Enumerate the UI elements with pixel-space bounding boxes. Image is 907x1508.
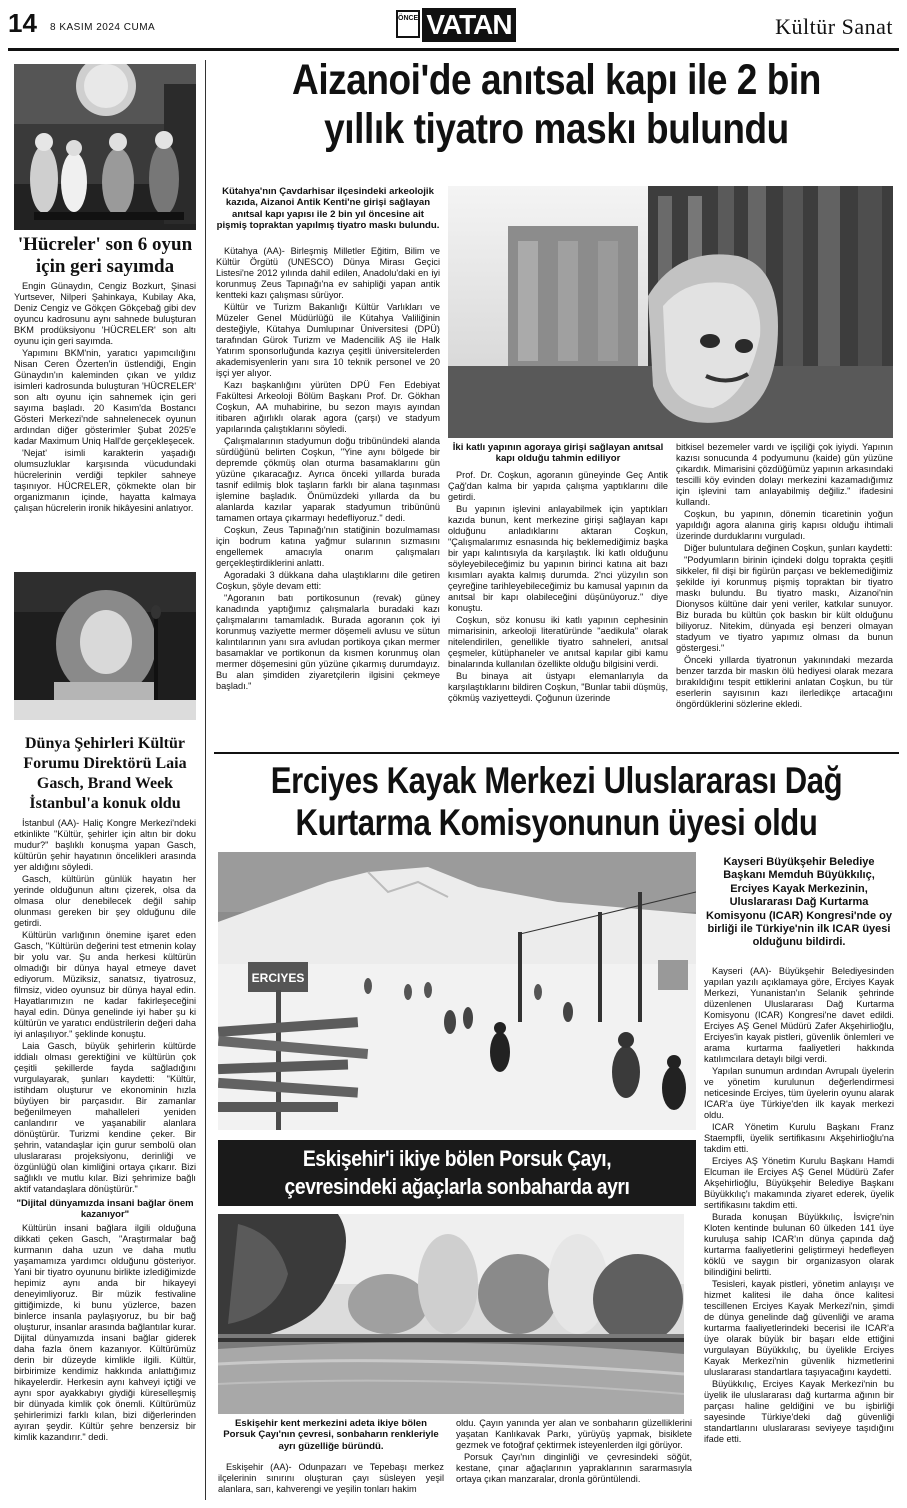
gasch-paragraph: İstanbul (AA)- Haliç Kongre Merkezi'ndeki etkinlikte "Kültür, şehirler için altın bir doku mudur?" başlıklı konuşma yapan Gasch, kültürün şehir hayatının öncelikleri arasında yer aldığını söyledi. [14, 818, 196, 872]
logo-badge: ÖNCE [396, 10, 420, 38]
erciyes-body [704, 966, 894, 1501]
gasch-subhead: "Dijital dünyamızda insani bağlar önem kazanıyor" [16, 1198, 194, 1220]
porsuk-headline-box [218, 1140, 696, 1206]
erciyes-deck: Kayseri Büyükşehir Belediye Başkanı Memduh Büyükkılıç, Erciyes Kayak Merkezinin, Uluslararası Dağ Kurtarma Komisyonu (ICAR) Kongresi'nde oy birliği ile Türkiye'nin ilk ICAR üyesi olduğunu bildirdi. [706, 856, 892, 949]
erciyes-paragraph: Kayseri (AA)- Büyükşehir Belediyesinden yapılan yazılı açıklamaya göre, Erciyes Kayak Merkezi, Yunanistan'ın Selanik şehrinde düzenlenen Uluslararası Dağ Kurtarma Komisyonu (ICAR) Kongresi'ne davet edildi. Erciyes AŞ Genel Müdürü Zafer Akşehirlioğlu, Erciyes'in kayak pistleri, güvenlik önlemleri ve arama kurtarma faaliyetleri hakkında katılımcılara detaylı bilgi verdi. [704, 966, 894, 1064]
porsuk-river-photo [218, 1214, 684, 1414]
lead-paragraph: Kütahya (AA)- Birleşmiş Milletler Eğitim, Bilim ve Kültür Örgütü (UNESCO) Dünya Mirası Geçici Listesi'ne 2012 yılında dahil edilen, Anadolu'daki en iyi korunmuş Zeus Tapınağı'na ev sahipliği yapan antik kentteki kazı çalışması sürüyor. [216, 246, 440, 300]
lead-deck: Kütahya'nın Çavdarhisar ilçesindeki arkeolojik kazıda, Aizanoi Antik Kenti'ne girişi sağlayan anıtsal kapı yapısı ile 2 bin yıl öncesine ait pişmiş topraktan yapılmış tiyatro maskı bulundu. [216, 186, 440, 232]
lead-paragraph: Coşkun, bu yapının, dönemin ticaretinin yoğun yapıldığı agora alanına giriş kapısı olduğu ihtimali üzerinde durduklarını vurguladı. [676, 509, 893, 541]
erciyes-ski-photo [218, 852, 696, 1130]
lead-paragraph: Bu yapının işlevini anlayabilmek için yaptıkları kazıda bunun, kent merkezine girişi sağlayan kapı olduğunu anladıklarını aktaran Coşkun, "Çalışmalarımız esnasında hiç beklemediğimiz başka bir yapı kalıntısıyla da karşılaştık. İki katlı olduğunu söyleyebileceğimiz bu yapının birinci katına ait bazı kısımları ayakta kalmış durumda. 2'nci yüzyılın son çeyreğine tarihleyebileceğimiz bu kamusal yapının da anıtsal bir kapı olabileceğini düşünüyoruz." diye konuştu. [448, 504, 668, 613]
porsuk-column-1 [218, 1462, 444, 1502]
lead-paragraph: Bu binaya ait üstyapı elemanlarıyla da karşılaştıklarını bildiren Coşkun, "Bunlar tabii düşmüş, çökmüş vaziyetteydi. Çoğunun üzerinde [448, 671, 668, 703]
erciyes-paragraph: Büyükkılıç, Erciyes Kayak Merkezi'nin bu üyelik ile uluslararası dağ kurtarma ağının bir parçası haline geldiğini ve bu işbirliği sayesinde Türkiye'deki dağ güvenliği standartlarını uluslararası seviyeye taşıdığını ifade etti. [704, 1379, 894, 1444]
erciyes-paragraph: Yapılan sunumun ardından Avrupalı üyelerin ve yönetim kurulunun değerlendirmesi neticesinde Erciyes, tüm üyelerin oyunu alarak ICAR'a üye Türkiye'den ilk kayak merkezi oldu. [704, 1066, 894, 1120]
lead-paragraph: "Agoranın batı portikosunun (revak) güney kanadında yaptığımız çalışmalarla buradaki kazı çalışmalarını tamamladık. Burada agoranın çok iyi korunmuş vaziyette mermer döşemeli avlusu ve sütun kalıntılarının yanı sıra avludan portikoya çıkan mermer basamaklar ve portikonun da kısmen korunmuş olan mermer döşemesini gün yüzüne çıkarmış durumdayız. Bu alan şimdiden ziyaretçilerin ilgisini çekmeye başladı." [216, 593, 440, 691]
lead-paragraph: Diğer buluntulara değinen Coşkun, şunları kaydetti: [684, 543, 893, 553]
theatre-stage-photo [14, 64, 196, 230]
lead-paragraph: Önceki yıllarda tiyatronun yakınındaki mezarda benzer tarzda bir maskın ölü hediyesi olarak mezara bırakıldığını tespit ettiklerini anlatan Coşkun, bu tür eserlerin sayısının kazı ilerledikçe artacağını öngördüklerini sözlerine ekledi. [676, 655, 893, 709]
porsuk-photo-caption: Eskişehir kent merkezini adeta ikiye bölen Porsuk Çayı'nın çevresi, sonbaharın renkleriyle ayrı güzelliğe büründü. [223, 1418, 439, 1452]
lead-paragraph: Kültür ve Turizm Bakanlığı Kültür Varlıkları ve Müzeler Genel Müdürlüğü ile Kütahya Valiliğinin desteğiyle, Kütahya Dumlupınar Üniversitesi (DPÜ) tarafından Gürok Turizm ve Madencilik AŞ ile Halk Yatırım sponsorluğunda kazıya çeşitli üniversitelerden akademisyenlerin yanı sıra 10 teknik personel ve 20 işçi yer alıyor. [216, 302, 440, 378]
column-divider [205, 60, 206, 1500]
gasch-paragraph: Gasch, kültürün günlük hayatın her yerinde olduğunun altını çizerek, olsa da olmasa olur denebilecek değil sahip olunması gereken bir şey olduğunu dile getirdi. [14, 874, 196, 928]
erciyes-headline: Erciyes Kayak Merkezi Uluslararası Dağ Kurtarma Komisyonunun üyesi oldu [270, 760, 843, 843]
laia-gasch-photo [14, 572, 196, 720]
hucreler-paragraph: Engin Günaydın, Cengiz Bozkurt, Şinasi Yurtsever, Nilperi Şahinkaya, Kubilay Aka, Deniz Cengiz ve Gökçen Gökçebağ gibi dev oyuncu kadrosunu aynı sahnede buluşturan BKM prodüksiyonu 'HÜCRELER' son altı oyunu için geri sayımda. [14, 281, 196, 346]
lead-column-2 [448, 470, 668, 746]
newspaper-logo [396, 6, 520, 48]
lead-paragraph: bitkisel bezemeler vardı ve işçiliği çok iyiydi. Yapının kazısı sonucunda 4 podyumunu (kaide) gün yüzüne çıkardık. Mimarisini çözdüğümüz yapının arkasındaki tescilli köy evinden dolayı merkezini kazamadığımız için işlevini tam anlayabilmiş değiliz." ifadesini kullandı. [676, 442, 893, 507]
aizanoi-mask-photo [448, 186, 893, 438]
page-number: 14 [8, 8, 37, 38]
gasch-paragraph: Kültürün varlığının önemine işaret eden Gasch, "Kültürün değerini test etmenin kolay bir yolu var. Şu anda herkesi kültürün olmadığı bir dünya hayal etmeye davet ediyorum. Müziksiz, sanatsız, tiyatrosuz, filmsiz, video oyunsuz bir dünya hayal edin. Hayatlarımızın ne kadar fakirleşeceğini hayal edin. Dünya genelinde iyi haber şu ki kültürün ve yaratıcı endüstrilerin değeri daha iyi anlaşılıyor." şeklinde konuştu. [14, 930, 196, 1039]
lead-paragraph: Çalışmalarının stadyumun doğu tribünündeki alanda sürdüğünü belirten Coşkun, "Yine aynı bölgede bir depremde çökmüş olan oturma basamaklarını gün yüzüne çıkaracağız. Ayrıca önceki yıllarda burada tasnif edilmiş blok taşların farklı bir alana taşınması işlemine başladık. Önümüzdeki yıllarda da bu alanlarda kazılar yaparak stadyumun tribününü tamamen ortaya çıkarmayı hedefliyoruz." dedi. [216, 436, 440, 523]
porsuk-paragraph: oldu. Çayın yanında yer alan ve sonbaharın güzelliklerini yaşatan Kanlıkavak Parkı, yürüyüş yapmak, bisiklete gezmek ve fotoğraf çektirmek isteyenlerden ilgi görüyor. [456, 1418, 692, 1450]
porsuk-paragraph: Eskişehir (AA)- Odunpazarı ve Tepebaşı merkez ilçelerinin sınırını oluşturan çayı süsleyen yeşil alanlara, sarı, kahverengi ve yeşilin tonları hakim [218, 1462, 444, 1494]
section-name: Kültür Sanat [775, 14, 893, 39]
gasch-paragraph: Laia Gasch, büyük şehirlerin kültürde iddialı olması gerektiğini ve kültürün çok çeşitli şekillerde fayda sağladığını vurgulayarak, şunları kaydetti: "Kültür, istihdam oluşturur ve ekonominin hızla büyüyen bir parçasıdır. Bir zamanlar beğenilmeyen mahalleleri yeniden canlandırır ve yaşanabilir alanlara dönüştürür. Turizmi kendine çeker. Bir şehrin, vatandaşlar için gurur sembolü olan uluslararası projeksiyonu, derinliği ve özgünlüğü olan kimliğini ortaya çıkarır. Bizi sağlıklı ve mutlu kılar. Bizi şehrimize bağlı aktif vatandaşlara dönüştürür." [14, 1041, 196, 1194]
hucreler-headline: 'Hücreler' son 6 oyun için geri sayımda [17, 234, 193, 277]
masthead-rule [8, 48, 899, 51]
ski-sign-text: ERCIYES [251, 971, 305, 985]
erciyes-paragraph: Erciyes AŞ Yönetim Kurulu Başkanı Hamdi Elcuman ile Erciyes AŞ Genel Müdürü Zafer Akşehirlioğlu, Büyükşehir Belediye Başkanı Büyükkılıç'ı makamında ziyaret ederek, üyelik sertifikasını takdim etti. [704, 1156, 894, 1210]
erciyes-paragraph: ICAR Yönetim Kurulu Başkanı Franz Staempfli, üyelik sertifikasını Akşehirlioğlu'na takdim etti. [704, 1122, 894, 1154]
lead-headline: Aizanoi'de anıtsal kapı ile 2 bin yıllık tiyatro maskı bulundu [292, 56, 821, 153]
lead-paragraph: Prof. Dr. Coşkun, agoranın güneyinde Geç Antik Çağ'dan kalma bir yapıda çalışma yaptıklarını dile getirdi. [448, 470, 668, 502]
lead-column-3 [676, 442, 893, 746]
aizanoi-photo-caption: İki katlı yapının agoraya girişi sağlayan anıtsal kapı olduğu tahmin ediliyor [452, 442, 664, 465]
lead-column-1 [216, 246, 440, 746]
porsuk-column-2 [456, 1418, 692, 1502]
issue-date: 8 KASIM 2024 CUMA [50, 22, 156, 33]
hucreler-paragraph: 'Nejat' isimli karakterin yaşadığı olumsuzluklar karşısında vücudundaki hücrelerinin verdiği tepkiler sahneye taşınıyor. HÜCRELER, çökmekte olan bir organizmanın içinde, hayatta kalmaya çalışan hücrelerin ironik hikâyesini anlatıyor. [14, 448, 196, 513]
lead-paragraph: Coşkun, Zeus Tapınağı'nın statiğinin bozulmaması için bodrum katına yağmur sularının sızmasını engellemek amacıyla onarım çalışmaları gerçekleştirdiklerini anlattı. [216, 525, 440, 568]
lead-paragraph: "Podyumların birinin içindeki dolgu toprakta çeşitli sikkeler, fil dişi bir figürün parçası ve beklemediğimiz şekilde iyi korunmuş pişmiş topraktan bir tiyatro maskı bulundu. Bu tiyatro maskı, Aizanoi'nin Dionysos kültüne dair yeni veriler, katkılar sunuyor. Biz burada bu kültün çok baskın bir kült olduğunu biliyoruz. Nitekim, dünyada eşi benzeri olmayan stadyum ve tiyatro yapımız olması da bunun göstergesi." [676, 555, 893, 653]
gasch-paragraph: Kültürün insani bağlara ilgili olduğuna dikkati çeken Gasch, "Araştırmalar bağ kurmanın daha uzun ve daha mutlu yaşamamıza yardımcı olduğunu gösteriyor. Yani bir tiyatro oyununu birlikte izlediğimizde hepimiz aynı anda bir hikayeyi deneyimliyoruz. Bir müzik festivaline gittiğimizde, ki bunu yüzlerce, bazen binlerce insanla paylaşıyoruz, bu bir bağ oluşturur, insanlar arasında bağlantılar kurar. Dijital dünyamızda insani bağlar giderek daha fazla önem kazanıyor. Kültürümüz derin bir düzeyde kimlikle ilgili. Kültür, birbirimize kendimiz hakkında anlattığımız hikayelerdir. Herkesin aynı kahveyi içtiği ve aynı spor ayakkabıyı giydiği küreselleşmiş bir dünyada kimlik çok önemli. Kültürümüz şehirlerimizi farklı kılan, bizi diğerlerinden ayıran şeydir. Kültür şehre benzersiz bir kimlik kazandırır." dedi. [14, 1223, 196, 1442]
hucreler-body [14, 281, 196, 556]
gasch-body [14, 818, 196, 1498]
porsuk-paragraph: Porsuk Çayı'nın dinginliği ve çevresindeki söğüt, kestane, çınar ağaçlarının yapraklarının sararmasıyla ortaya çıkan manzaralar, dronla görüntülendi. [456, 1452, 692, 1484]
lead-paragraph: Agoradaki 3 dükkana daha ulaştıklarını dile getiren Coşkun, şöyle devam etti: [216, 570, 440, 591]
porsuk-headline: Eskişehir'i ikiye bölen Porsuk Çayı, çevresindeki ağaçlarla sonbaharda ayrı [284, 1146, 630, 1199]
hucreler-paragraph: Yapımını BKM'nin, yaratıcı yapımcılığını Nisan Ceren Özerten'in üstlendiği, Engin Günaydın'ın kaleminden çıkan ve yıldız isimleri kadrosunda buluşturan 'HÜCRELER' son altı oyunu için sahnemek için geri sayıma başladı. 20 Kasım'da Bostancı Gösteri Merkezi'nde sahnelenecek oyunun ardından diğer gösterimler Şubat 2025'e kadar Maximum Uniq Hall'de gerçekleşecek. [14, 348, 196, 446]
lead-paragraph: Coşkun, söz konusu iki katlı yapının cephesinin mimarisinin, arkeoloji literatüründe "aedikula" olarak nitelendirilen, genellikle tiyatro sahneleri, anıtsal çeşmeler, kütüphaneler ve anıtsal kapılar gibi kamu binalarında kullanılan özellikte olduğu bilgisini verdi. [448, 615, 668, 669]
erciyes-paragraph: Burada konuşan Büyükkılıç, İsviçre'nin Kloten kentinde bulunan 60 ülkeden 141 üye kuruluşa sahip ICAR'ın dünya çapında dağ kurtarma faaliyetlerini geliştirmeyi hedefleyen köklü ve saygın bir organizasyon olarak bilindiğini belirtti. [704, 1212, 894, 1277]
section-rule [214, 752, 899, 754]
lead-paragraph: Kazı başkanlığını yürüten DPÜ Fen Edebiyat Fakültesi Arkeoloji Bölüm Başkanı Prof. Dr. Gökhan Coşkun, AA muhabirine, bu sezon mayıs ayından itibaren ağırlıklı olarak agora (çarşı) ve stadyum yapılarında çalıştıklarını söyledi. [216, 380, 440, 434]
erciyes-paragraph: Tesisleri, kayak pistleri, yönetim anlayışı ve hizmet kalitesi ile daha önce kalitesi tescillenen Erciyes Kayak Merkezi'nin, şimdi de dünya genelinde dağ güvenliği ve arama kurtarma faaliyetlerindeki becerisi ile ICAR'a üye olarak büyük bir başarı elde ettiğini vurgulayan Büyükkılıç, bu üyelikle Erciyes Kayak Merkezi'nin güvenlik hizmetlerini uluslararası standartlara taşıyacağını kaydetti. [704, 1279, 894, 1377]
logo-text: VATAN [422, 8, 516, 42]
gasch-headline: Dünya Şehirleri Kültür Forumu Direktörü Laia Gasch, Brand Week İstanbul'a konuk oldu [23, 735, 187, 812]
